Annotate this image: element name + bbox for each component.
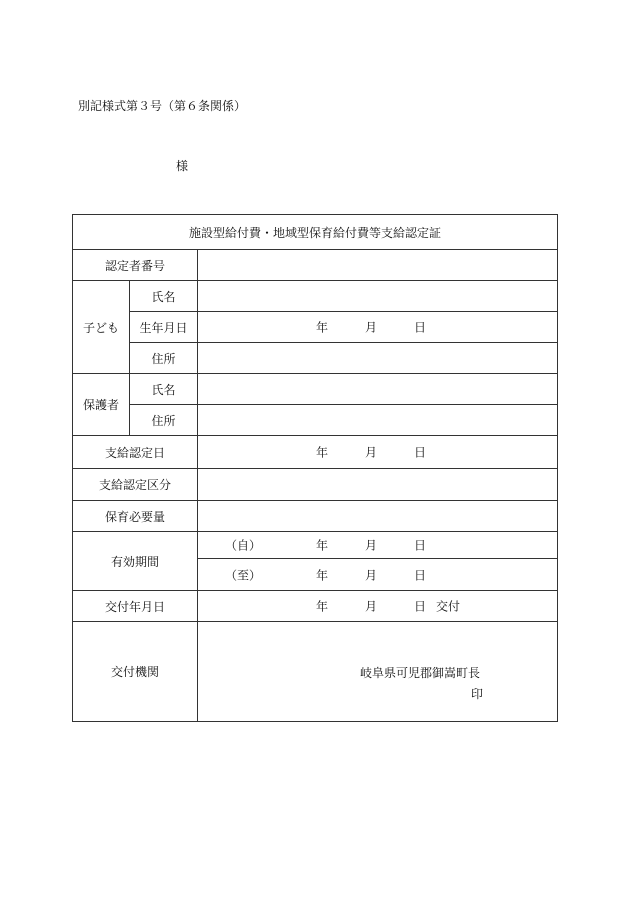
child-birth-value bbox=[198, 312, 558, 343]
certificate-title: 施設型給付費・地域型保育給付費等支給認定証 bbox=[73, 215, 558, 250]
childcare-need-value bbox=[198, 501, 558, 532]
issuing-body-value bbox=[198, 622, 558, 722]
form-number: 別記様式第３号（第６条関係） bbox=[78, 99, 247, 113]
approval-date-value bbox=[198, 436, 558, 469]
year-label: 年 bbox=[316, 538, 329, 553]
child-name-label: 氏名 bbox=[130, 281, 198, 312]
year-label: 年 bbox=[316, 320, 329, 335]
guardian-address-value bbox=[198, 405, 558, 436]
month-label: 月 bbox=[365, 445, 378, 460]
month-label: 月 bbox=[365, 599, 378, 614]
issuer-name: 岐阜県可児郡御嵩町長 bbox=[360, 666, 481, 680]
category-value bbox=[198, 469, 558, 501]
child-label: 子ども bbox=[73, 281, 130, 374]
guardian-name-label: 氏名 bbox=[130, 374, 198, 405]
issue-suffix: 交付 bbox=[436, 599, 461, 614]
certificate-table bbox=[72, 214, 558, 722]
month-label: 月 bbox=[365, 568, 378, 582]
issue-date-value bbox=[198, 591, 558, 622]
validity-to-value bbox=[198, 559, 558, 591]
issue-date-label: 交付年月日 bbox=[73, 591, 198, 622]
month-label: 月 bbox=[365, 320, 378, 335]
guardian-address-label: 住所 bbox=[130, 405, 198, 436]
childcare-need-label: 保育必要量 bbox=[73, 501, 198, 532]
validity-from-label: （自） bbox=[225, 538, 262, 553]
day-label: 日 bbox=[414, 599, 427, 614]
approval-date-label: 支給認定日 bbox=[73, 436, 198, 469]
day-label: 日 bbox=[414, 320, 427, 335]
month-label: 月 bbox=[365, 538, 378, 553]
validity-from-value bbox=[198, 532, 558, 559]
child-address-value bbox=[198, 343, 558, 374]
child-birth-label: 生年月日 bbox=[130, 312, 198, 343]
guardian-label: 保護者 bbox=[73, 374, 130, 436]
seal-mark: 印 bbox=[471, 687, 484, 701]
category-label: 支給認定区分 bbox=[73, 469, 198, 501]
validity-to-label: （至） bbox=[225, 568, 262, 582]
issuing-body-label: 交付機関 bbox=[73, 622, 198, 722]
guardian-name-value bbox=[198, 374, 558, 405]
certified-number-value bbox=[198, 250, 558, 281]
child-name-value bbox=[198, 281, 558, 312]
day-label: 日 bbox=[414, 445, 427, 460]
child-address-label: 住所 bbox=[130, 343, 198, 374]
salutation: 様 bbox=[176, 159, 189, 173]
day-label: 日 bbox=[414, 568, 427, 582]
year-label: 年 bbox=[316, 445, 329, 460]
day-label: 日 bbox=[414, 538, 427, 553]
certified-number-label: 認定者番号 bbox=[73, 250, 198, 281]
validity-label: 有効期間 bbox=[73, 532, 198, 591]
year-label: 年 bbox=[316, 568, 329, 582]
year-label: 年 bbox=[316, 599, 329, 614]
